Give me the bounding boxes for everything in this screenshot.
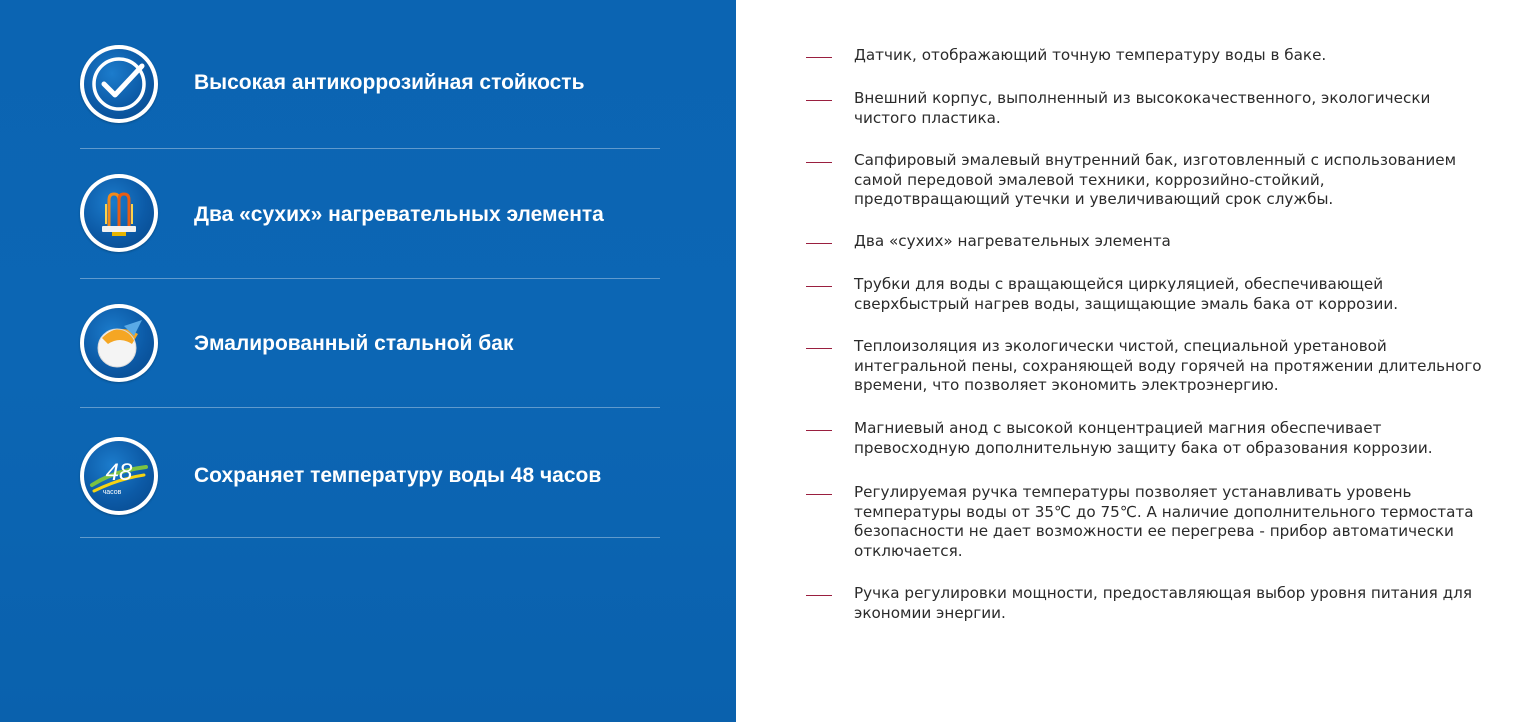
list-dash [806,494,832,495]
list-dash [806,57,832,58]
list-dash [806,243,832,244]
check-icon [80,45,158,123]
feature-item-heating-elements [80,149,660,279]
list-item-text: Внешний корпус, выполненный из высококачественного, экологически чистого пластика. [854,89,1431,127]
list-item-text: Датчик, отображающий точную температуру воды в баке. [854,46,1327,64]
list-dash [806,348,832,349]
feature-label: Два «сухих» нагревательных элемента [194,203,604,226]
feature-item-steel-tank [80,278,660,408]
feature-label: Высокая антикоррозийная стойкость [194,71,585,94]
icon-number: 48 [105,459,133,486]
list-dash [806,595,832,596]
list-dash [806,286,832,287]
48-hours-icon [80,437,158,515]
feature-label: Сохраняет температуру воды 48 часов [194,464,602,487]
list-item-text: Регулируемая ручка температуры позволяет устанавливать уровень температуры воды от 35℃ до 75℃. А наличие дополнительного термостата безопасности не дает возможности ее перегрева - прибор автоматически отключается. [854,483,1474,560]
heating-elements-icon [80,174,158,252]
steel-tank-icon [80,304,158,382]
feature-item-48-hours [80,408,660,538]
feature-item-anticorrosion [80,19,660,149]
features-panel [0,0,736,722]
list-item-text: Ручка регулировки мощности, предоставляющая выбор уровня питания для экономии энергии. [854,584,1472,622]
list-item-text: Сапфировый эмалевый внутренний бак, изготовленный с использованием самой передовой эмалевой техники, коррозийно-стойкий, предотвращающий утечки и увеличивающий срок службы. [854,151,1457,209]
list-item-text: Теплоизоляция из экологически чистой, специальной уретановой интегральной пены, сохраняющей воду горячей на протяжении длительного времени, что позволяет экономить электроэнергию. [854,337,1482,395]
list-item-text: Магниевый анод с высокой концентрацией магния обеспечивает превосходную дополнительную защиту бака от образования коррозии. [854,419,1433,457]
list-item-text: Два «сухих» нагревательных элемента [854,232,1171,250]
list-dash [806,430,832,431]
list-dash [806,100,832,101]
list-item-text: Трубки для воды с вращающейся циркуляцией, обеспечивающей сверхбыстрый нагрев воды, защищающие эмаль бака от коррозии. [854,275,1399,313]
feature-label: Эмалированный стальной бак [194,332,514,355]
list-dash [806,162,832,163]
icon-caption: часов [102,489,122,496]
